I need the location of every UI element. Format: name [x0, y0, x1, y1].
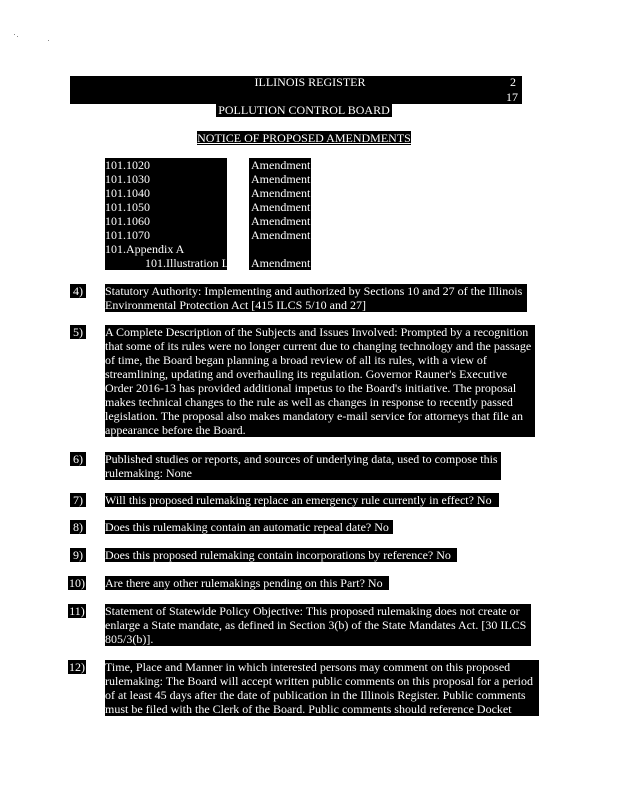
item-line: Time, Place and Manner in which interested persons may comment on this proposed — [105, 660, 511, 674]
header-bar-bottom — [70, 89, 522, 104]
item-pending-rulemakings — [105, 576, 389, 590]
section-number: 101.1030 — [105, 172, 150, 186]
item-line: Environmental Protection Act [415 ILCS 5/10 and 27] — [105, 298, 366, 312]
item-number: 12) — [69, 660, 85, 674]
item-description — [105, 325, 535, 437]
item-line: streamlining, updating and overhauling its regulation. Governor Rauner's Executive — [105, 367, 508, 381]
item-studies — [105, 452, 501, 480]
section-action: Amendment — [251, 158, 311, 172]
item-incorporations — [105, 548, 457, 562]
section-action: Amendment — [251, 214, 311, 228]
item-line: must be filed with the Clerk of the Board. Public comments should reference Docket — [105, 702, 512, 716]
item-line: rulemaking: The Board will accept written public comments on this proposal for a period — [105, 674, 534, 688]
item-line: Statement of Statewide Policy Objective: This proposed rulemaking does not create or — [105, 604, 520, 618]
item-line: Does this rulemaking contain an automatic repeal date? No — [105, 520, 389, 534]
item-statutory-authority — [105, 284, 527, 312]
section-action: Amendment — [251, 200, 311, 214]
item-number: 9) — [70, 548, 86, 562]
section-action: Amendment — [251, 228, 311, 242]
item-number: 4) — [70, 284, 86, 298]
section-action: Amendment — [251, 256, 311, 270]
item-line: Are there any other rulemakings pending on this Part? No — [105, 576, 383, 590]
scan-specks — [14, 32, 54, 44]
item-line: enlarge a State mandate, as defined in Section 3(b) of the State Mandates Act. [30 ILCS — [105, 618, 527, 632]
item-line: of at least 45 days after the date of publication in the Illinois Register. Public comments — [105, 688, 526, 702]
item-policy-objective — [105, 604, 531, 646]
item-comment-manner — [105, 660, 539, 716]
section-action: Amendment — [251, 172, 311, 186]
item-emergency-rule — [105, 493, 499, 507]
action-list — [249, 158, 311, 270]
item-line: Statutory Authority: Implementing and authorized by Sections 10 and 27 of the Illinois — [105, 284, 523, 298]
page-number-a: 2 — [510, 75, 516, 89]
section-number: 101.1070 — [105, 228, 150, 242]
section-number: 101.Appendix A — [105, 242, 185, 256]
section-action: Amendment — [251, 186, 311, 200]
item-line: Will this proposed rulemaking replace an emergency rule currently in effect? No — [105, 493, 492, 507]
section-number: 101.1020 — [105, 158, 150, 172]
item-line: legislation. The proposal also makes mandatory e-mail service for attorneys that file an — [105, 409, 523, 423]
item-line: rulemaking: None — [105, 466, 192, 480]
item-line: Published studies or reports, and sources of underlying data, used to compose this — [105, 452, 498, 466]
item-line: A Complete Description of the Subjects and Issues Involved: Prompted by a recognition — [105, 325, 529, 339]
item-line: of time, the Board began planning a broad review of all its rules, with a view of — [105, 353, 487, 367]
item-number: 6) — [70, 452, 86, 466]
item-line: appearance before the Board. — [105, 423, 246, 437]
journal-title: ILLINOIS REGISTER — [254, 75, 366, 89]
item-line: Order 2016-13 has provided additional impetus to the Board's initiative. The proposal — [105, 381, 517, 395]
section-list — [105, 158, 227, 270]
item-line: makes technical changes to the rule as well as changes in response to recently passed — [105, 395, 513, 409]
item-line: 805/3(b)]. — [105, 632, 154, 646]
item-number: 5) — [70, 325, 86, 339]
item-line: that some of its rules were no longer current due to changing technology and the passage — [105, 339, 532, 353]
item-number: 10) — [69, 576, 85, 590]
section-number: 101.1050 — [105, 200, 150, 214]
item-line: Does this proposed rulemaking contain incorporations by reference? No — [105, 548, 451, 562]
section-number: 101.1040 — [105, 186, 150, 200]
item-number: 7) — [70, 493, 86, 507]
notice-title: NOTICE OF PROPOSED AMENDMENTS — [197, 131, 411, 145]
section-number: 101.Illustration L — [145, 256, 229, 270]
agency-title: POLLUTION CONTROL BOARD — [216, 103, 392, 117]
item-repeal-date — [105, 520, 393, 534]
section-number: 101.1060 — [105, 214, 150, 228]
item-number: 11) — [69, 604, 85, 618]
page-number-b: 17 — [506, 90, 518, 104]
item-number: 8) — [70, 520, 86, 534]
